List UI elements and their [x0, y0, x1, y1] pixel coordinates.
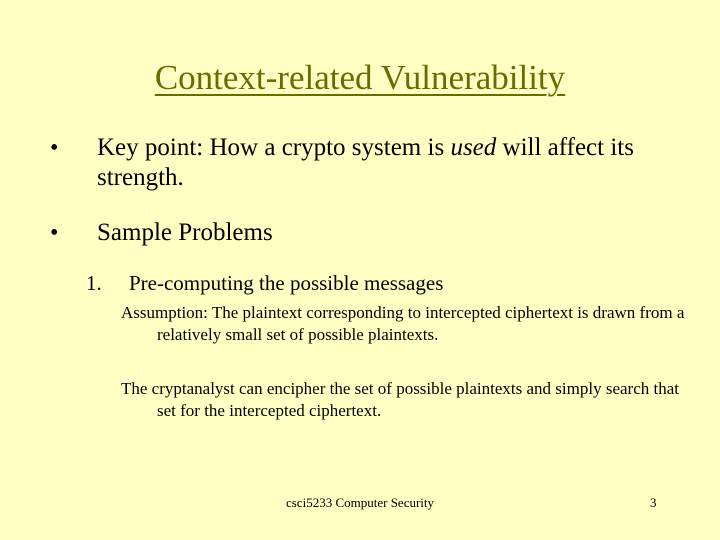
key-point-emphasis: used — [450, 134, 497, 161]
slide-footer: csci5233 Computer Security — [285, 495, 435, 510]
numbered-item-marker: 1. — [86, 271, 102, 295]
page-number: 3 — [650, 495, 657, 510]
slide-title: Context-related Vulnerability — [154, 58, 566, 97]
numbered-item-text: Pre-computing the possible messages — [129, 271, 444, 295]
bullet-marker-1: • — [50, 135, 59, 161]
key-point-text-end: will affect its strength. — [97, 134, 634, 191]
key-point-text-start: Key point: How a crypto system is — [97, 134, 451, 161]
cryptanalyst-paragraph: The cryptanalyst can encipher the set of possible plaintexts and simply search that set for the intercepted ciphertext. — [121, 379, 679, 420]
bullet-text-sample-problems: Sample Problems — [97, 219, 273, 246]
bullet-marker-2: • — [50, 220, 59, 246]
assumption-paragraph: Assumption: The plaintext corresponding to intercepted ciphertext is drawn from a relatively small set of possible plaintexts. — [121, 303, 685, 344]
bullet-text-key-point — [97, 133, 720, 193]
